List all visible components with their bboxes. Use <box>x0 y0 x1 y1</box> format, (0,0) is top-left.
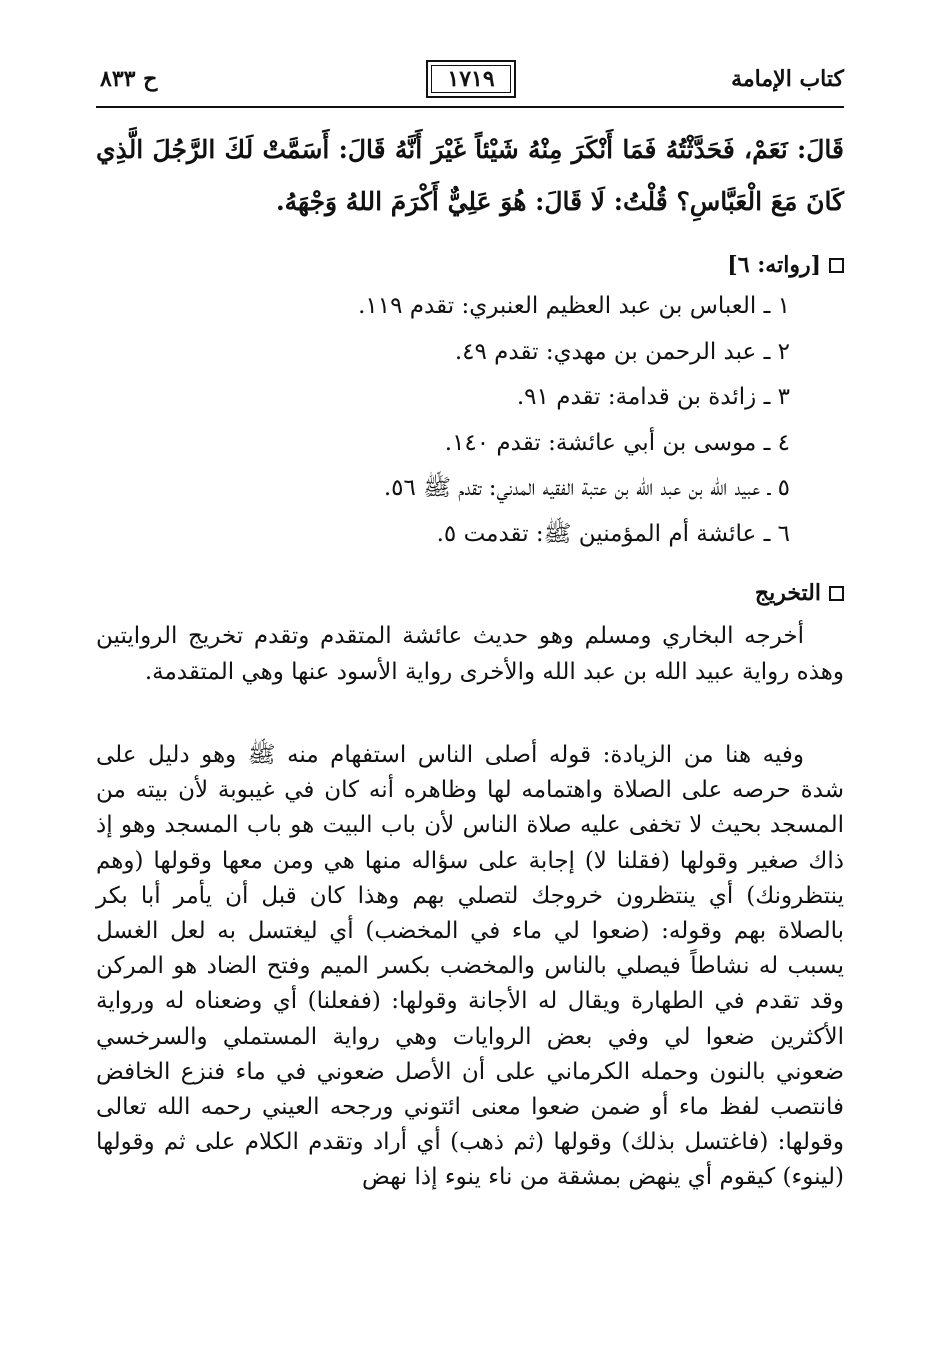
takhrij-intro-paragraph: أخرجه البخاري ومسلم وهو حديث عائشة المتقدم وتقدم تخريج الروايتين وهذه رواية عبيد الله بن عبد الله والأخرى رواية الأسود عنها وهي المتقدمة. <box>96 623 844 685</box>
page-number-frame <box>426 60 516 98</box>
list-item: ٢ ـ عبد الرحمن بن مهدي: تقدم ٤٩. <box>454 338 790 365</box>
list-item: ١ ـ العباس بن عبد العظيم العنبري: تقدم ١١٩. <box>358 293 790 319</box>
takhrij-heading <box>755 580 844 606</box>
narrators-list <box>358 284 790 558</box>
list-item: ٥ ـ عبيد الله بن عبد الله بن عتبة الفقيه المدني: تقدم ﷺ ٥٦. <box>383 475 790 502</box>
page-number: ١٧١٩ <box>447 66 495 92</box>
list-item: ٤ ـ موسى بن أبي عائشة: تقدم ١٤٠. <box>444 429 790 456</box>
section-box-icon <box>829 258 844 273</box>
commentary-paragraph: وفيه هنا من الزيادة: قوله أصلى الناس استفهام منه ﷺ وهو دليل على شدة حرصه على الصلاة واهتمامه لها وظاهره أنه كان في غيبوبة لأن بيته من المسجد بحيث لا تخفى عليه صلاة الناس لأن باب البيت هو باب المسجد وهو إذ ذاك صغير وقولها (فقلنا لا) إجابة على سؤاله منها هي ومن معها وقولها (وهم ينتظرونك) أي ينتظرون خروجك لتصلي بهم وهذا كان قبل أن يأمر أبا بكر بالصلاة بهم وقوله: (ضعوا لي ماء في المخضب) أي ليغتسل به لعل الغسل يسبب له نشاطاً فيصلي بالناس والمخضب بكسر الميم وفتح الضاد هو المركن وقد تقدم في الطهارة ويقال له الأجانة وقولها: (ففعلنا) أي وضعناه له ورواية الأكثرين ضعوا لي وفي بعض الروايات وهي رواية المستملي والسرخسي ضعوني بالنون وحمله الكرماني على أن الأصل ضعوني في ماء فنزع الخافض فانتصب لفظ ماء أو ضمن ضعوا معنى ائتوني ورجحه العيني رحمه الله تعالى وقولها: (فاغتسل بذلك) وقولها (ثم ذهب) أي أراد وتقدم الكلام على ثم وقولها (لينوء) كيقوم أي ينهض بمشقة من ناء ينوء إذا نهض <box>96 742 844 1191</box>
hadith-reference: ح ٨٣٣ <box>100 66 158 92</box>
section-box-icon <box>829 586 844 601</box>
book-title: كتاب الإمامة <box>731 66 844 92</box>
takhrij-heading-label: التخريج <box>754 580 821 606</box>
hadith-quote: قَالَ: نَعَمْ، فَحَدَّثْتُهُ فَمَا أَنْكَرَ مِنْهُ شَيْئاً غَيْرَ أَنَّهُ قَالَ: أَسَمَّتْ لَكَ الرَّجُلَ الَّذِي كَانَ مَعَ الْعَبَّاسِ؟ قُلْتُ: لَا قَالَ: هُوَ عَلِيٌّ أَكْرَمَ اللهُ وَجْهَهُ. <box>96 135 844 216</box>
list-item: ٣ ـ زائدة بن قدامة: تقدم ٩١. <box>516 384 790 411</box>
list-item: ٦ ـ عائشة أم المؤمنين ﷺ: تقدمت ٥. <box>436 520 790 547</box>
narrators-heading <box>727 252 844 278</box>
header-rule <box>96 106 844 108</box>
narrators-heading-label: [رواته: ٦] <box>727 252 821 278</box>
